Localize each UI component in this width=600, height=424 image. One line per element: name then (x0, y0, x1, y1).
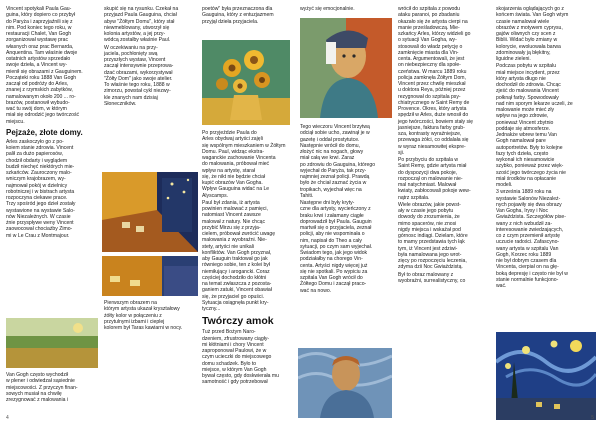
column-3-top (202, 6, 294, 26)
column-2 (104, 6, 196, 108)
column-3-paragraph-4: Tuż przed Bożym Naro- dzeniem, zfrustrowany ciągły- mi kłótniami i chory Vincent zaproponował Paulowi, że w czym ucieczki do miejscowego domu schadzek. Było to miejsce, w którym Van Gogh bywał często, gdy doskwierała mu samotność i gdy potrzebował (202, 329, 280, 386)
page-number-right: 5 (591, 415, 594, 421)
column-3 (202, 130, 294, 387)
column-1-paragraph-3: Van Gogh często wychodził w plener i odwiedzał sąsiednie miejscowości. Z przyczyn finan- sowych musiał na chwilę zrezygnować z malowania i (6, 372, 78, 403)
column-4-paragraph-1: wyżyć się emocjonalnie. (300, 6, 355, 12)
column-2-paragraph-1: skupić się na rysunku. Czekał na przyjazd Paula Gauguina, chciał abyw "Żółtym Domu", który stał niewmeblowany, utworzył się kolonia artystów, a jej przy- wódcą zostałby właśnie Paul. (104, 6, 179, 44)
column-1-paragraph-2: Arles zaskoczyło go z po- koiem stanie zdrowia. Vincent palił za dużo papierosów, chodził obdarty i wyglądem budził niechęć niektórych mie- szkańców. Zauroczony malo- wniczym krajobrazem, wy- najmował pokój w dzielnicy robotniczej i w bistrach artysta rozpoczyna ciekawe prace. Trzy spośród jego dzieł zostały wystawione na wystawie Salo- nów Niezależnych. W czasie żnie przyspływe weny Vincent zaowocował chociażby Zimo- mi w Le Crau z Montmajour. (6, 138, 76, 239)
column-1-bottom (6, 372, 98, 404)
column-4-paragraph-3: Następne dni były kryty- czne dla artysty, wycieńczony z braku krwi i załamany ciągłe doprowadził był Paula. Gauguin martwił się o przyjaciela, zeznał policji, aby nie wspominała o nim, napisał do Theo a cały sytuacji, po czym sam wyjechał. Świadom tego, jak jego widok podziałałby na chorego Vin- centa. Artyści nigdy więcej już się nie spotkali. Po wypiciu za szpitala Van Gogh wrócił do Żółtego Domu i zaczął praco- wać na nowo. (300, 200, 373, 294)
painting-self-portrait-bandaged-ear (300, 18, 392, 118)
column-4-top (300, 6, 392, 13)
painting-cafe-terrace (102, 172, 198, 252)
column-5 (398, 6, 490, 285)
column-5-paragraph-3: Wiele obrazów, jakie powst- ały w czasie jego pobytu dowody do zrozumienia, że mimo spacerów, nie znosi nigdy miejsca i wskaźał pod górnosc indiągi. Dzielam, które to mamy przedstawia tych łąk tym, iż Vincent jest zdziwi- była namalowana jego wrot- zięcy po rozpoczęciu leczenia, zdyma dzii Noc Gwiaździstą. (398, 201, 468, 271)
section-heading-creative-frenzy: Twórczy amok (202, 315, 274, 328)
column-3-paragraph-1: poetów" była przeznaczona dla Gauguina, który z entuzjazmem przyjął dzieła przyjaciela. (202, 6, 274, 25)
painting-sunflowers (202, 40, 290, 125)
column-3-paragraph-3: Paul był zdania, iż artysta powinien malować z pamięci, natomiast Vincent zawsze malował z natury. Nie chcąc przybić Mirzu się z przyja- cielem, próbował zwrócić uwagę malowania z wyobraźni. Nie- stety, artyści nie unikali konfliktów. Van Gogh przyznał, aby Gauguin traktował go jak równiego sobie, ten z kolei był niemiłujący i arogancki. Coraz częściej dochodziło do kłótni na temat zwłaszcza z pozosta- ganiem zatuki, Vincent obawiał się, że przyjaciel go opuści. Sytuacja osiągnęła punkt kry- tyczny... (202, 199, 276, 312)
column-1 (6, 6, 98, 240)
column-5-paragraph-1: wrócił do szpitala z powodu ataku paranoi, po zbadaniu okazało się że artysta cierpi na manie prześladowczą. Mie- szkańcy Arles, którzy widzieli go o sytuacji Van Gogha, wy- stosowali do władz petycję o zamknięcie miasta dla Vin- centa. Argumentowali, że jest on niebezpieczny dla społe- czeństwa. W marcu 1889 roku policja zamknęła Żółtym Dom, Vincent przez chwilę mieszkał u doktora Reya, później przez rezygnował do szpitala psy- chiatrycznego w Saint Remy de Provence. Okres, który artysta spędził w Arles, duże wnosił do jego twórczości, bowiem stały się jasniejsze, faktura farby grub- sza, kontrasty wyraźniejsze, przewaga żółci, co oddalała się w wyraz niesamowitej ekspre- sji. (398, 6, 474, 156)
column-5-paragraph-4: Był to obraz malowany z wyobraźni, surrealistyczny, co (398, 271, 466, 284)
painting-landscape-small (6, 318, 98, 368)
painting-starry-night (496, 332, 596, 420)
painting-cafe-terrace-lower (102, 256, 198, 296)
section-heading-landscapes: Pejzaże, złote domy. (6, 127, 83, 137)
column-4-paragraph-2: Tego wieczoru Vincent brzytwą odciął sobie ucho, zawinął je w gazetę i oddał prostytutce. Następnie wrócił do domu, złożyć nic na nogach, głowy miał całą we krwi. Zaraz po zdrowiu do Gauguina, którego wyjechał do Paryża, tak przy- najmniej zeznał policji. Prawdą było że chciał zaznać życia w tropikach, wyjechał więc na Tahiti. (300, 124, 376, 199)
page-number-left: 4 (6, 415, 9, 421)
column-5-paragraph-2: Po przybyciu do szpitala w Saint Remy, gdzie artysta miał do dyspozycji dwa pokoje, rozpoczął on malowanie nie- mal natychmiast. Malował kwiaty, zabłocowali pokoje wew- nątrz szpitala. (398, 157, 471, 201)
column-2-paragraph-2: W oczekiwaniu na przy- jaciela, pochłonięty swą przyszłych wystaw, Vincent zaczął intensywnie przeprowa- dzać obrazami, wykorzystywał "Żółty Dom" jako swoje atelier. To właśnie tego roku, 1888 w zimorzu, powstał cykl niezwy- kle znanych nam dzisiaj Słoneczników. (104, 44, 174, 107)
column-1-paragraph-1: Vincent spotykali Paula Gau- guina, który dopiero co przybył do Paryża i zaprzyjaźnili się z nim. Pod koniec tego roku, w restauracji Chalet, Van Gogh zorganizował wystawę prac własnych oraz prac Bernarda, Anquentina. Tam właśnie dwoje ostatnich artystów sprzedało swoje dzieła, a Vincent wy- mienił się obrazami z Gauguinem. Począteki roku 1888 Van Gogh zaczął od podróży do Arles, znanej z rzymskich zabytków, namalowanym około 200 ... ro- brazów, postanowił wybudo- wać tu swój dom, w którym miał się odrodzić jego twórczość miejscu. (6, 6, 83, 125)
column-6 (496, 6, 594, 290)
column-4 (300, 124, 392, 295)
column-6-paragraph-1: skojarzenia oglądających go z końcem świata. Van Gogh wtym czasie namalował wiele obrazów z motywem cyprysu, gajów oliwnych czy scen z Biblii. Widać było zmiany w kolorycie, ewoluowała barwa zdominowały ją błękitny, liguidne zieleni. (496, 6, 569, 62)
column-6-paragraph-2: Podczas pobytu w szpitalu miał miejsce incydent, przez który artysta długo nie dochodził do zdrowia. Chcąc zjeść do malowania Vincent połknął farby. Spowodowały nad nim sporym lekarze uczeli, że malowanie może mieć zły wpływ na jego zdrowie, ponieważ Vincent zbytnio poddaje się atmosferze. Jednakże wbrew temu Van Gogh namalował pare autoportretów. Były to kolejne fazy tych dzieła, często wykonał ich niesamowicie szybko, ponieważ przez więk- szość jego twórczego życia nie miał środków na opłacanie modeli. (496, 63, 573, 188)
column-3-paragraph-2: Po przyjeździe Paula do Arles obydwaj artyści zajęli się wspólnym mieszkaniem w Żółtym Domu. Paul, widząc ekstra- waganckie zachowanie Vincenta do malowania, próbował mieć wpływ na artystę, starał się, że nikt nie będzie chciał kupić obrazów Van Gogha. Wpływ Gauguina widać na Le Alyscamps. (202, 130, 286, 199)
column-2-paragraph-3: Pierwszym obrazem na którym artysta ukazał kryształowy żółty kolor w połączeniu z przytulnymi izbami i cieplej kolorem był Taras kawiarni w nocy. (104, 300, 183, 331)
column-6-paragraph-3: 3 września 1889 roku na wystawie Salonów Niezależ- nych pojawiły się dwa obrazy Van Gogha, Irysy i Noc Gwiaździsta. Szczegółów pise- wany z nich wzbudził za- interesowanie zwiedzających, co z czym przemienił artystę uczucie radości. Zafascyno- wany artysta w szpitalu Van Gogh, Korzec roku 1889 nie był dobrym czasem dla Vincenta, cierpiał on na głę- boką depresję i często nie był w stanie normalnie funkcjono- wać. (496, 189, 568, 289)
painting-self-portrait-blue (298, 348, 392, 418)
column-2-bottom (104, 300, 196, 332)
